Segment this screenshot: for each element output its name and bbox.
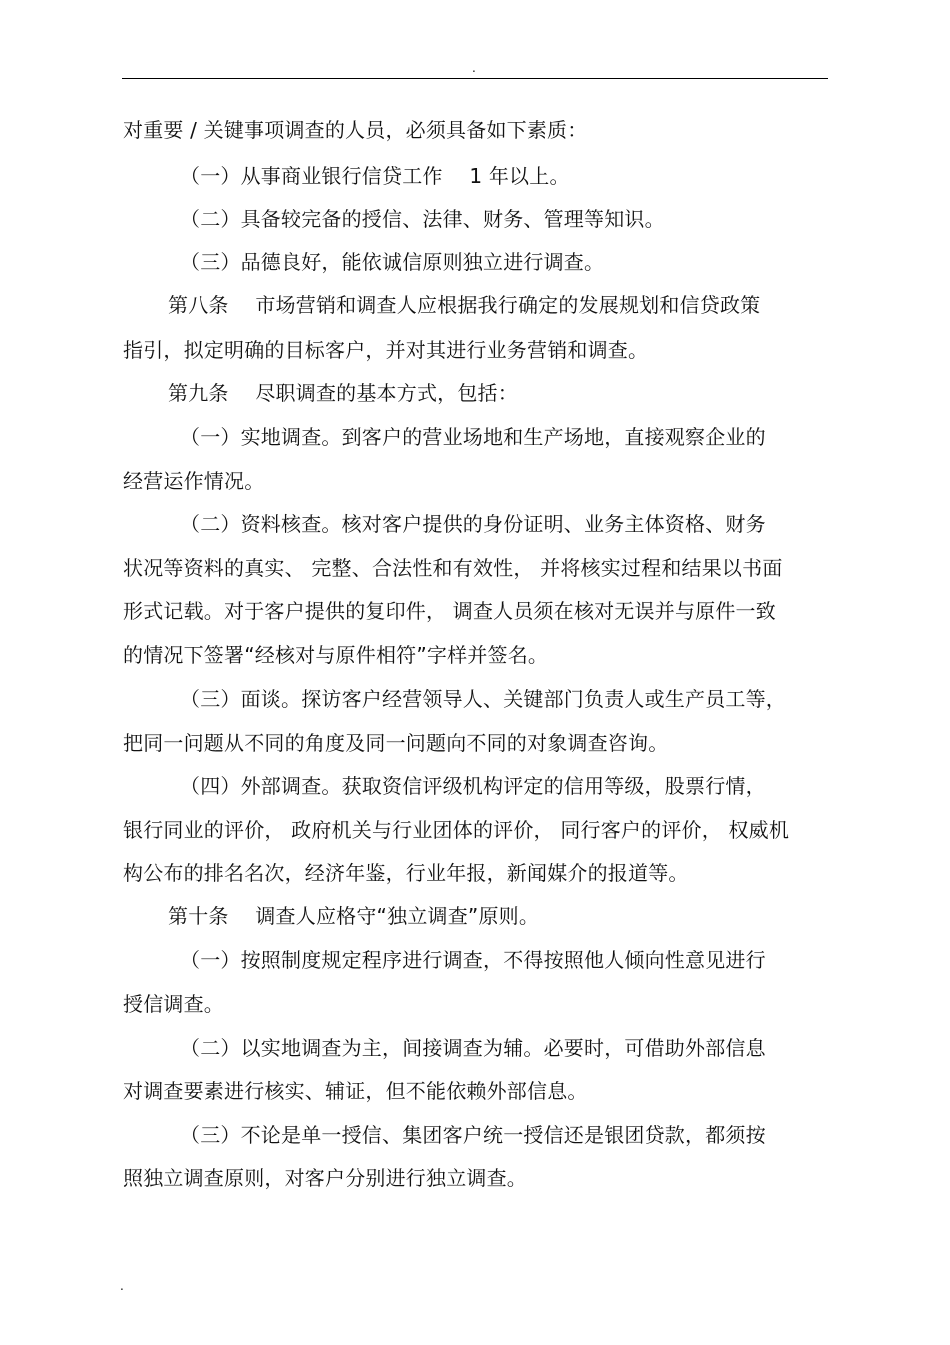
text-line: 第十条 调查人应格守“独立调查”原则。	[168, 904, 540, 928]
text-line: （二）资料核查。核对客户提供的身份证明、业务主体资格、财务	[180, 512, 766, 536]
text-line: （三）不论是单一授信、集团客户统一授信还是银团贷款，都须按	[180, 1123, 766, 1147]
text-line: （四）外部调查。获取资信评级机构评定的信用等级，股票行情，	[180, 774, 766, 798]
text-line: （二）具备较完备的授信、法律、财务、管理等知识。	[180, 207, 665, 231]
text-line: （一）按照制度规定程序进行调查，不得按照他人倾向性意见进行	[180, 948, 766, 972]
text-line: 对重要 / 关键事项调查的人员，必须具备如下素质：	[123, 118, 588, 142]
text-line: 指引，拟定明确的目标客户，并对其进行业务营销和调查。	[123, 338, 649, 362]
text-line: （一）实地调查。到客户的营业场地和生产场地，直接观察企业的	[180, 425, 766, 449]
text-line: 状况等资料的真实、 完整、合法性和有效性， 并将核实过程和结果以书面	[123, 556, 783, 580]
text-line: 照独立调查原则，对客户分别进行独立调查。	[123, 1166, 527, 1190]
text-line: 构公布的排名名次，经济年鉴，行业年报，新闻媒介的报道等。	[123, 861, 689, 885]
text-line: 的情况下签署“经核对与原件相符”字样并签名。	[123, 643, 549, 667]
header-rule	[122, 78, 828, 79]
text-line: 经营运作情况。	[123, 469, 265, 493]
text-line: 对调查要素进行核实、辅证，但不能依赖外部信息。	[123, 1079, 588, 1103]
footer-dot: .	[120, 1279, 124, 1293]
text-line: （二）以实地调查为主，间接调查为辅。必要时，可借助外部信息	[180, 1036, 766, 1060]
text-line: 银行同业的评价， 政府机关与行业团体的评价， 同行客户的评价， 权威机	[123, 818, 790, 842]
text-line: 第九条 尽职调查的基本方式，包括：	[168, 381, 518, 405]
text-line: （一）从事商业银行信贷工作 1 年以上。	[180, 164, 570, 188]
text-line: 形式记载。对于客户提供的复印件， 调查人员须在核对无误并与原件一致	[123, 599, 776, 623]
text-line: （三）面谈。探访客户经营领导人、关键部门负责人或生产员工等，	[180, 687, 786, 711]
text-line: 把同一问题从不同的角度及同一问题向不同的对象调查咨询。	[123, 731, 669, 755]
header-dot: .	[472, 61, 476, 75]
text-line: （三）品德良好，能依诚信原则独立进行调查。	[180, 250, 605, 274]
text-line: 第八条 市场营销和调查人应根据我行确定的发展规划和信贷政策	[168, 293, 761, 317]
text-line: 授信调查。	[123, 992, 224, 1016]
